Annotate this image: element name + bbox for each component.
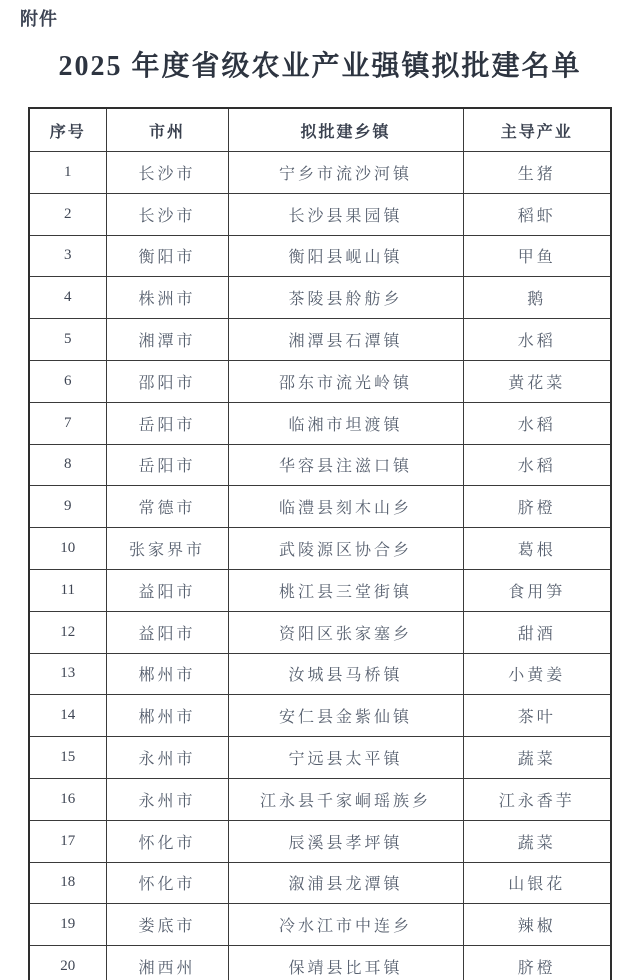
industry-cell: 蔬菜	[463, 737, 611, 779]
index-cell: 20	[29, 946, 106, 980]
table-row	[29, 319, 611, 361]
township-cell: 长沙县果园镇	[228, 193, 463, 235]
township-cell: 邵东市流光岭镇	[228, 360, 463, 402]
township-cell: 湘潭县石潭镇	[228, 319, 463, 361]
industry-cell: 辣椒	[463, 904, 611, 946]
industry-cell: 食用笋	[463, 569, 611, 611]
index-cell: 16	[29, 778, 106, 820]
table-row	[29, 193, 611, 235]
table-row	[29, 402, 611, 444]
attachment-label: 附件	[20, 9, 58, 29]
township-cell: 安仁县金紫仙镇	[228, 695, 463, 737]
table-row	[29, 528, 611, 570]
table-row	[29, 360, 611, 402]
page-title: 2025 年度省级农业产业强镇拟批建名单	[58, 51, 582, 82]
township-cell: 桃江县三堂街镇	[228, 569, 463, 611]
index-cell: 13	[29, 653, 106, 695]
city-cell: 岳阳市	[106, 444, 228, 486]
header-industry: 主导产业	[463, 108, 611, 152]
approval-table	[28, 107, 612, 980]
industry-cell: 山银花	[463, 862, 611, 904]
city-cell: 湘西州	[106, 946, 228, 980]
industry-cell: 脐橙	[463, 486, 611, 528]
township-cell: 辰溪县孝坪镇	[228, 820, 463, 862]
index-cell: 2	[29, 193, 106, 235]
township-cell: 保靖县比耳镇	[228, 946, 463, 980]
city-cell: 株洲市	[106, 277, 228, 319]
township-cell: 冷水江市中连乡	[228, 904, 463, 946]
table-row	[29, 946, 611, 980]
table-row	[29, 444, 611, 486]
township-cell: 宁远县太平镇	[228, 737, 463, 779]
table-row	[29, 820, 611, 862]
header-township: 拟批建乡镇	[228, 108, 463, 152]
industry-cell: 水稻	[463, 402, 611, 444]
city-cell: 长沙市	[106, 152, 228, 194]
city-cell: 湘潭市	[106, 319, 228, 361]
index-cell: 17	[29, 820, 106, 862]
township-cell: 武陵源区协合乡	[228, 528, 463, 570]
township-cell: 临澧县刻木山乡	[228, 486, 463, 528]
index-cell: 6	[29, 360, 106, 402]
industry-cell: 江永香芋	[463, 778, 611, 820]
industry-cell: 脐橙	[463, 946, 611, 980]
index-cell: 12	[29, 611, 106, 653]
industry-cell: 黄花菜	[463, 360, 611, 402]
city-cell: 怀化市	[106, 820, 228, 862]
industry-cell: 小黄姜	[463, 653, 611, 695]
township-cell: 汝城县马桥镇	[228, 653, 463, 695]
table-row	[29, 569, 611, 611]
industry-cell: 茶叶	[463, 695, 611, 737]
township-cell: 资阳区张家塞乡	[228, 611, 463, 653]
table-row	[29, 235, 611, 277]
index-cell: 18	[29, 862, 106, 904]
table-row	[29, 904, 611, 946]
index-cell: 5	[29, 319, 106, 361]
township-cell: 江永县千家峒瑶族乡	[228, 778, 463, 820]
industry-cell: 甲鱼	[463, 235, 611, 277]
table-row	[29, 277, 611, 319]
table-row	[29, 862, 611, 904]
township-cell: 茶陵县舲舫乡	[228, 277, 463, 319]
city-cell: 益阳市	[106, 611, 228, 653]
township-cell: 衡阳县岘山镇	[228, 235, 463, 277]
table-row	[29, 737, 611, 779]
industry-cell: 蔬菜	[463, 820, 611, 862]
industry-cell: 葛根	[463, 528, 611, 570]
city-cell: 长沙市	[106, 193, 228, 235]
industry-cell: 水稻	[463, 444, 611, 486]
city-cell: 郴州市	[106, 695, 228, 737]
industry-cell: 甜酒	[463, 611, 611, 653]
city-cell: 邵阳市	[106, 360, 228, 402]
city-cell: 常德市	[106, 486, 228, 528]
index-cell: 10	[29, 528, 106, 570]
table-header	[29, 108, 611, 152]
city-cell: 益阳市	[106, 569, 228, 611]
city-cell: 张家界市	[106, 528, 228, 570]
index-cell: 15	[29, 737, 106, 779]
city-cell: 永州市	[106, 737, 228, 779]
header-index: 序号	[29, 108, 106, 152]
index-cell: 8	[29, 444, 106, 486]
city-cell: 娄底市	[106, 904, 228, 946]
index-cell: 1	[29, 152, 106, 194]
township-cell: 临湘市坦渡镇	[228, 402, 463, 444]
table-body	[29, 152, 611, 980]
industry-cell: 水稻	[463, 319, 611, 361]
township-cell: 宁乡市流沙河镇	[228, 152, 463, 194]
index-cell: 19	[29, 904, 106, 946]
city-cell: 郴州市	[106, 653, 228, 695]
index-cell: 7	[29, 402, 106, 444]
city-cell: 岳阳市	[106, 402, 228, 444]
industry-cell: 鹅	[463, 277, 611, 319]
index-cell: 14	[29, 695, 106, 737]
index-cell: 11	[29, 569, 106, 611]
township-cell: 华容县注滋口镇	[228, 444, 463, 486]
table-row	[29, 653, 611, 695]
table-row	[29, 695, 611, 737]
industry-cell: 生猪	[463, 152, 611, 194]
table-row	[29, 486, 611, 528]
header-row	[29, 108, 611, 152]
index-cell: 9	[29, 486, 106, 528]
city-cell: 永州市	[106, 778, 228, 820]
industry-cell: 稻虾	[463, 193, 611, 235]
table-row	[29, 778, 611, 820]
header-city: 市州	[106, 108, 228, 152]
table-row	[29, 152, 611, 194]
table-row	[29, 611, 611, 653]
index-cell: 3	[29, 235, 106, 277]
township-cell: 溆浦县龙潭镇	[228, 862, 463, 904]
city-cell: 怀化市	[106, 862, 228, 904]
city-cell: 衡阳市	[106, 235, 228, 277]
index-cell: 4	[29, 277, 106, 319]
